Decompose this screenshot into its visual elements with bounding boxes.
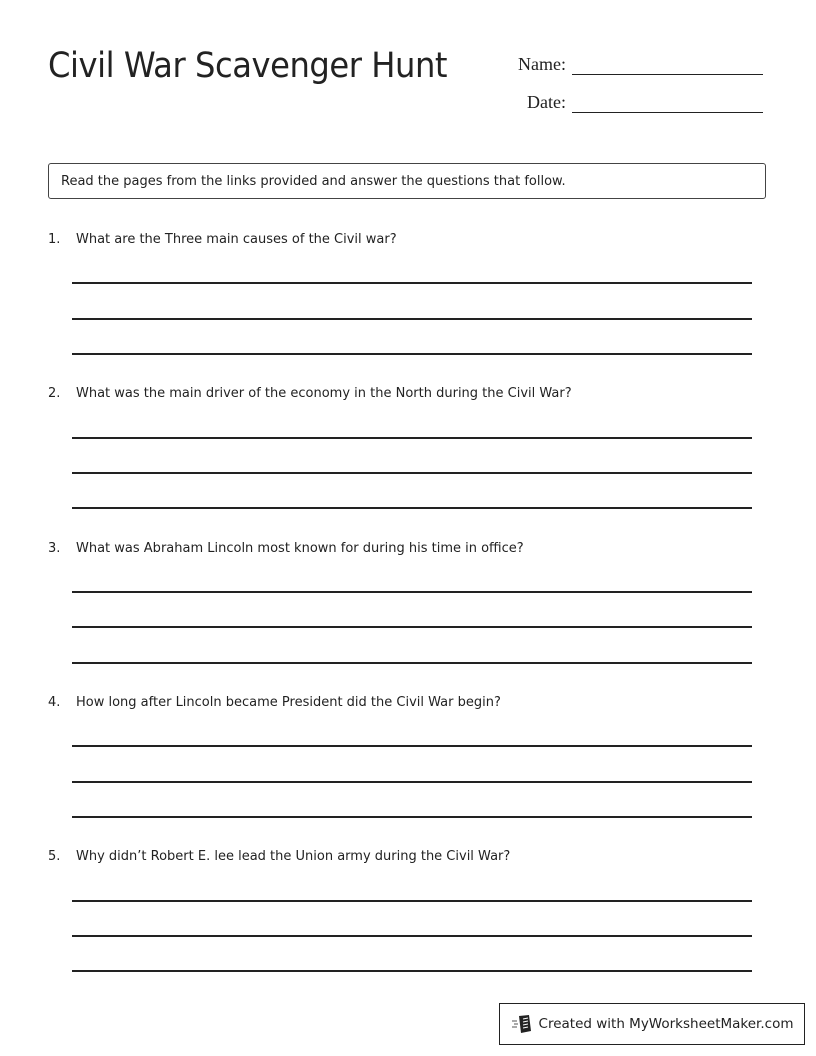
answer-line[interactable] (72, 781, 752, 783)
question-number: 2. (48, 386, 61, 401)
answer-line[interactable] (72, 437, 752, 439)
instructions-box (48, 163, 766, 199)
date-field-row (506, 92, 763, 113)
question-text: Why didn’t Robert E. lee lead the Union army during the Civil War? (76, 849, 511, 864)
worksheet-title: Civil War Scavenger Hunt (48, 46, 448, 86)
question-number: 3. (48, 541, 61, 556)
question-3 (48, 541, 524, 556)
answer-line[interactable] (72, 591, 752, 593)
question-number: 1. (48, 232, 61, 247)
question-text: What are the Three main causes of the Civil war? (76, 232, 397, 247)
date-label: Date: (527, 92, 566, 112)
question-number: 5. (48, 849, 61, 864)
name-field[interactable] (572, 56, 763, 75)
name-field-row (506, 54, 763, 75)
question-4 (48, 695, 501, 710)
footer-badge[interactable] (499, 1003, 805, 1045)
date-field[interactable] (572, 94, 763, 113)
answer-line[interactable] (72, 745, 752, 747)
question-number: 4. (48, 695, 61, 710)
answer-line[interactable] (72, 472, 752, 474)
question-5 (48, 849, 510, 864)
answer-line[interactable] (72, 318, 752, 320)
answer-line[interactable] (72, 935, 752, 937)
question-text: How long after Lincoln became President did the Civil War begin? (76, 695, 501, 710)
question-text: What was the main driver of the economy in the North during the Civil War? (76, 386, 572, 401)
answer-line[interactable] (72, 816, 752, 818)
footer-text: Created with MyWorksheetMaker.com (538, 1016, 794, 1032)
instructions-text: Read the pages from the links provided and answer the questions that follow. (61, 173, 566, 189)
question-text: What was Abraham Lincoln most known for during his time in office? (76, 541, 524, 556)
answer-line[interactable] (72, 507, 752, 509)
question-1 (48, 232, 397, 247)
answer-line[interactable] (72, 662, 752, 664)
answer-line[interactable] (72, 970, 752, 972)
worksheet-logo-icon (511, 1014, 533, 1034)
answer-line[interactable] (72, 282, 752, 284)
answer-line[interactable] (72, 353, 752, 355)
answer-line[interactable] (72, 900, 752, 902)
answer-line[interactable] (72, 626, 752, 628)
name-label: Name: (518, 54, 566, 74)
question-2 (48, 386, 572, 401)
